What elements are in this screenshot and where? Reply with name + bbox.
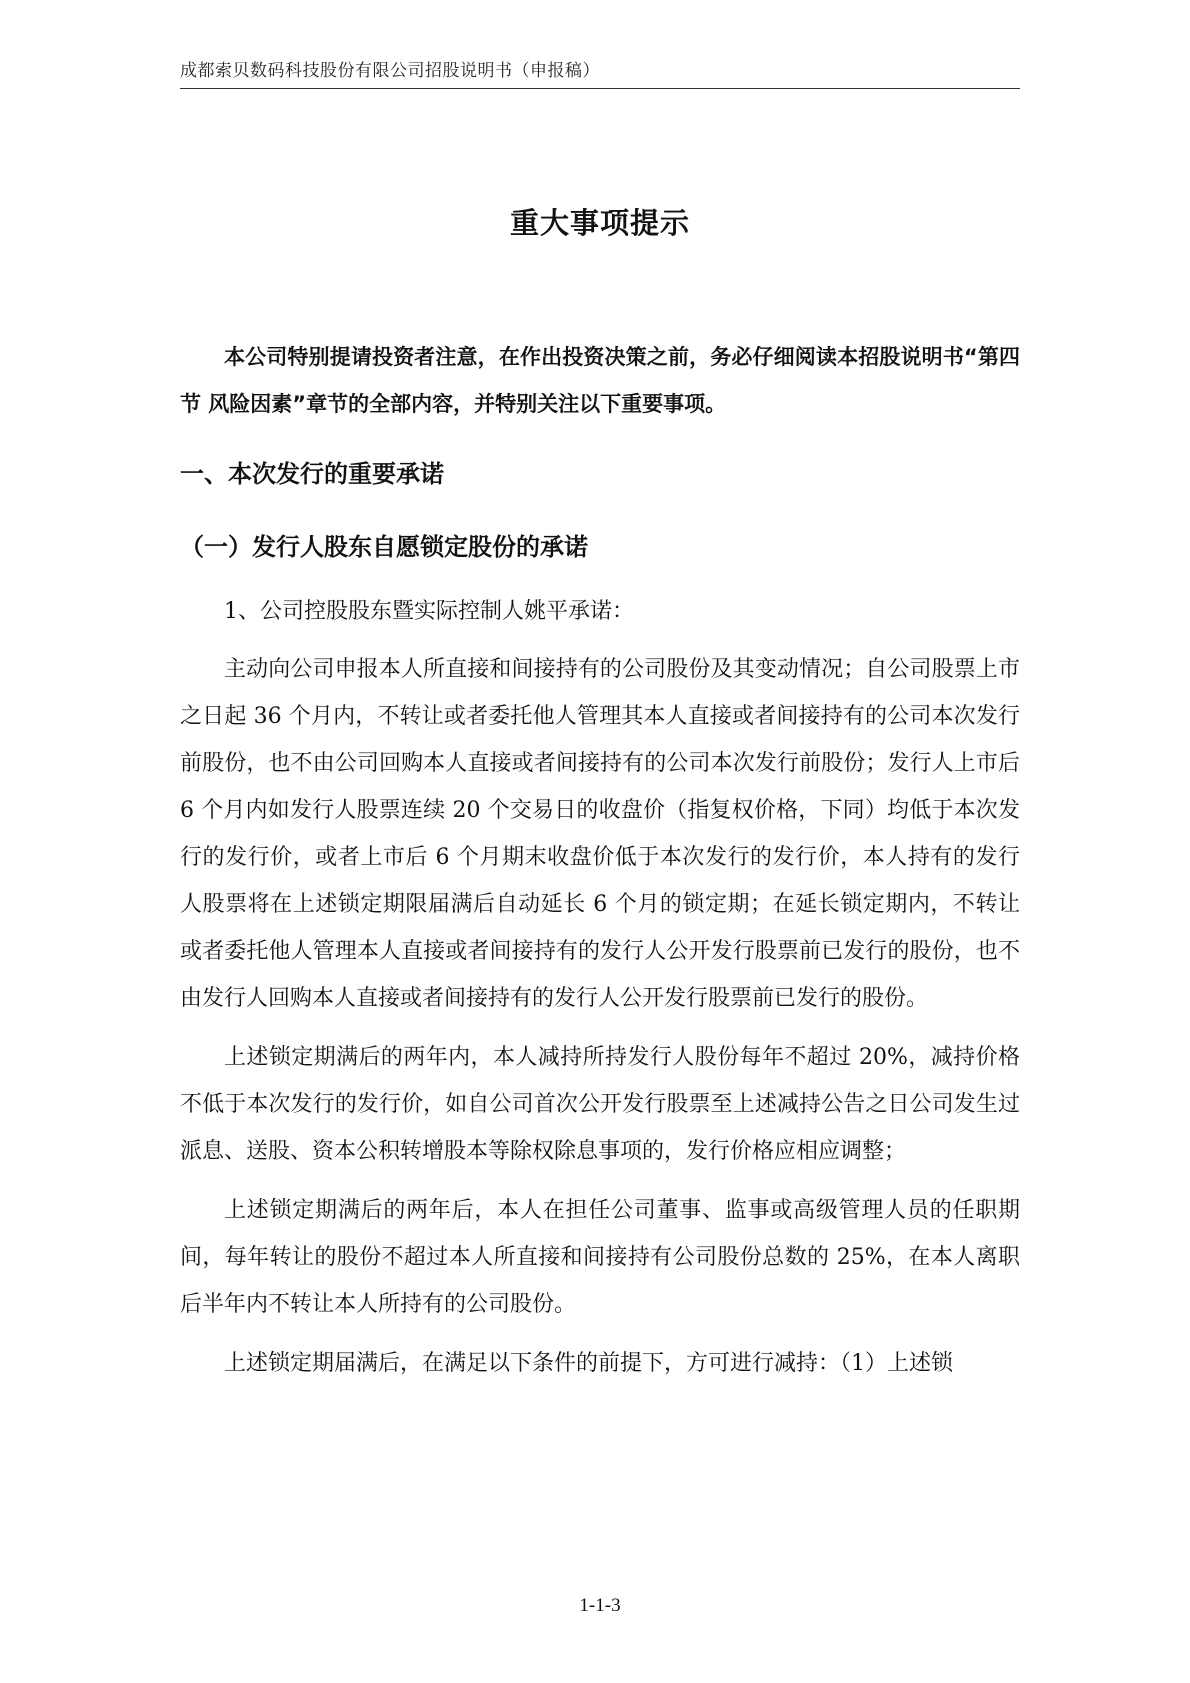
page-number: 1-1-3 — [579, 1595, 621, 1616]
document-header: 成都索贝数码科技股份有限公司招股说明书（申报稿） — [180, 61, 600, 81]
body-paragraph-3: 上述锁定期满后的两年后，本人在担任公司董事、监事或高级管理人员的任职期间，每年转让的股份不超过本人所直接和间接持有公司股份总数的 25%，在本人离职后半年内不转让本人所持有的公司股份。 — [180, 1198, 1020, 1317]
body-paragraph-2: 上述锁定期满后的两年内，本人减持所持发行人股份每年不超过 20%，减持价格不低于本次发行的发行价，如自公司首次公开发行股票至上述减持公告之日公司发生过派息、送股、资本公积转增股本等除权除息事项的，发行价格应相应调整； — [180, 1045, 1020, 1164]
page-title: 重大事项提示 — [509, 206, 690, 240]
document-body — [180, 334, 1020, 1387]
header-divider — [180, 88, 1020, 89]
section-heading-1: 一、本次发行的重要承诺 — [180, 460, 444, 488]
intro-paragraph: 本公司特别提请投资者注意，在作出投资决策之前，务必仔细阅读本招股说明书“第四节 风险因素”章节的全部内容，并特别关注以下重要事项。 — [180, 345, 1020, 416]
subsection-heading-1: （一）发行人股东自愿锁定股份的承诺 — [180, 533, 588, 561]
commitment-item-1: 1、公司控股股东暨实际控制人姚平承诺： — [224, 599, 634, 624]
body-paragraph-4: 上述锁定期届满后，在满足以下条件的前提下，方可进行减持：（1）上述锁 — [224, 1351, 953, 1376]
body-paragraph-1: 主动向公司申报本人所直接和间接持有的公司股份及其变动情况；自公司股票上市之日起 36 个月内，不转让或者委托他人管理其本人直接或者间接持有的公司本次发行前股份，也不由公司回购本人直接或者间接持有的公司本次发行前股份；发行人上市后 6 个月内如发行人股票连续 20 个交易日的收盘价（指复权价格，下同）均低于本次发行的发行价，或者上市后 6 个月期末收盘价低于本次发行的发行价，本人持有的发行人股票将在上述锁定期限届满后自动延长 6 个月的锁定期；在延长锁定期内，不转让或者委托他人管理本人直接或者间接持有的发行人公开发行股票前已发行的股份，也不由发行人回购本人直接或者间接持有的发行人公开发行股票前已发行的股份。 — [180, 657, 1020, 1011]
